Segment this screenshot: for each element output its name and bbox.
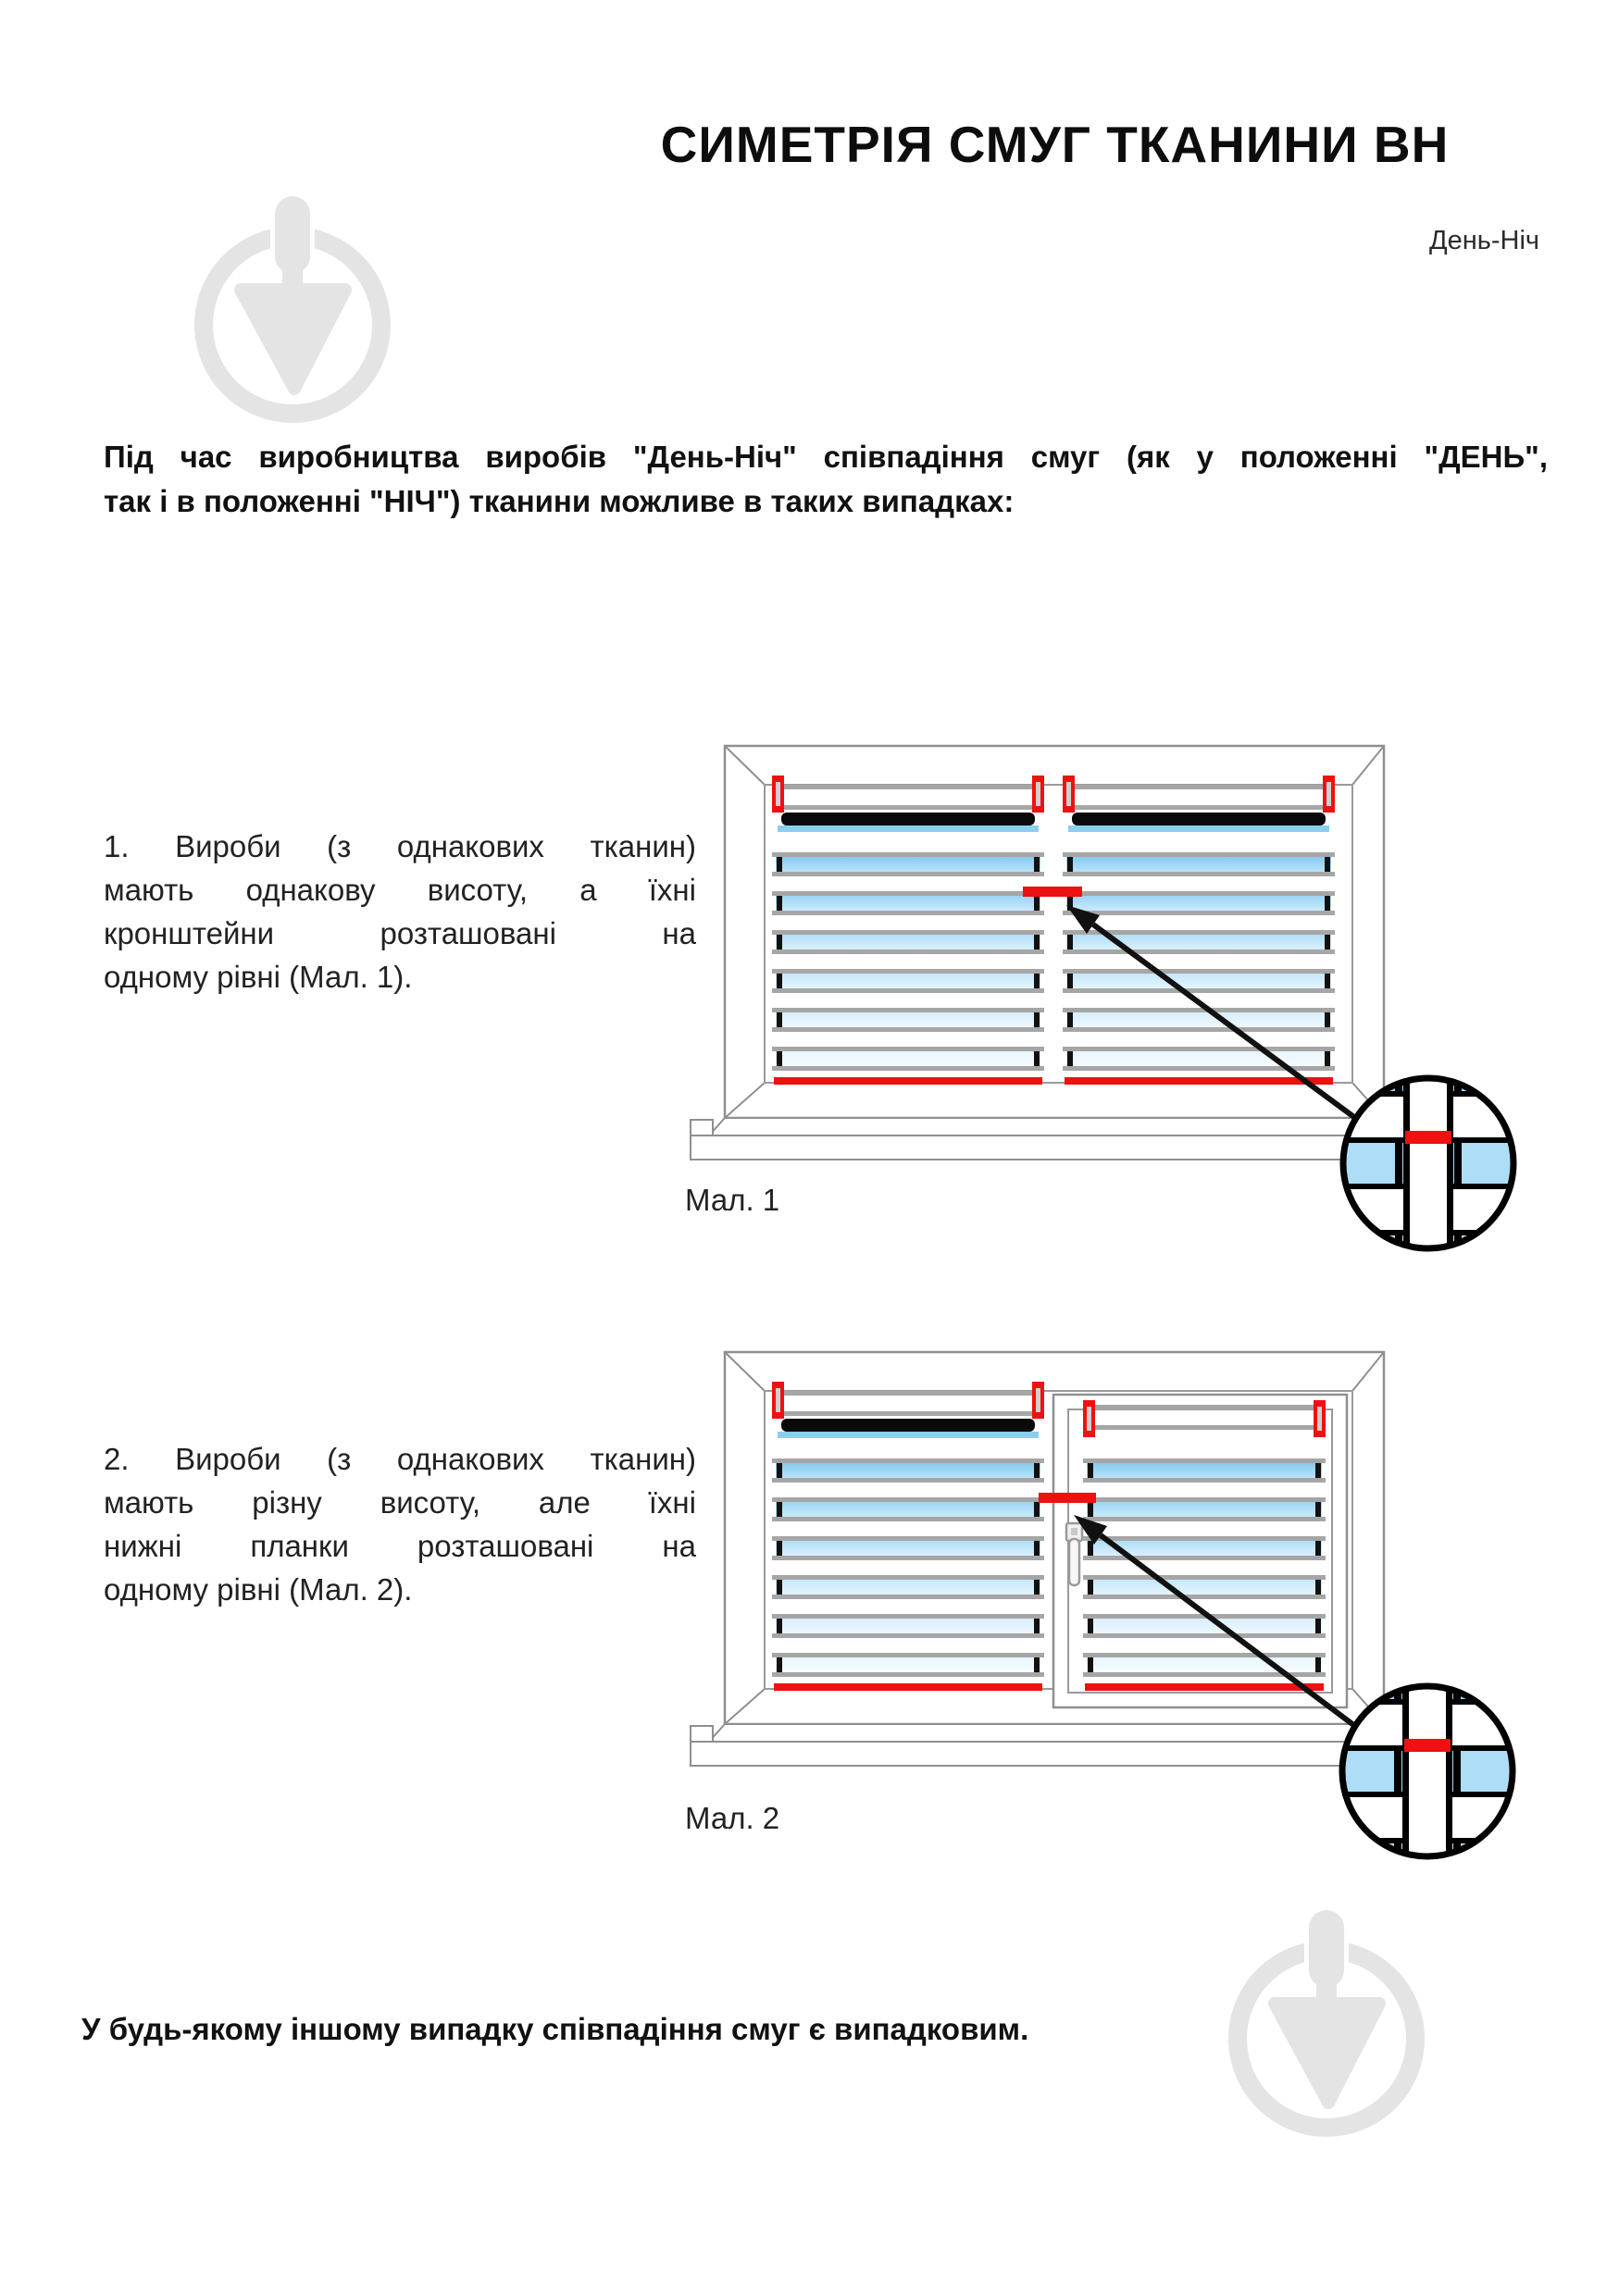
bracket-icon	[1032, 1382, 1044, 1419]
case-1-line: кронштейни розташовані на	[104, 916, 696, 950]
bracket-icon	[1032, 776, 1044, 813]
intro-line: Під час виробництва виробів "День-Ніч" співпадіння смуг (як у положенні "ДЕНЬ",	[104, 440, 1548, 474]
bracket-icon	[1083, 1400, 1095, 1437]
window-sill	[691, 1724, 1418, 1766]
figure-1-window-diagram	[672, 701, 1588, 1257]
window-handle	[1066, 1523, 1082, 1585]
page-title: СИМЕТРІЯ СМУГ ТКАНИНИ ВН	[660, 116, 1450, 173]
window-sill	[691, 1118, 1418, 1160]
case-2-line: нижні планки розташовані на	[104, 1529, 696, 1563]
case-2-text	[104, 1437, 696, 1611]
alignment-marker	[1039, 1493, 1096, 1503]
bracket-icon	[1314, 1400, 1326, 1437]
case-2-line: 2. Вироби (з однакових тканин)	[104, 1442, 696, 1476]
conclusion-text: У будь-якому іншому випадку співпадіння смуг є випадковим.	[81, 2012, 1029, 2046]
case-1-text	[104, 825, 696, 999]
bracket-icon	[772, 1382, 784, 1419]
bracket-icon	[772, 776, 784, 813]
case-1-line: мають однакову висоту, а їхні	[104, 873, 696, 907]
brand-watermark-icon	[190, 176, 393, 453]
bracket-icon	[1323, 776, 1335, 813]
case-1-line: одному рівні (Мал. 1).	[104, 960, 413, 994]
figure-2-label: Мал. 2	[685, 1801, 780, 1835]
figure-2-window-diagram	[672, 1308, 1588, 1863]
alignment-marker	[1023, 887, 1082, 897]
intro-line: так і в положенні "НІЧ") тканини можливе в таких випадках:	[104, 484, 1015, 518]
bracket-icon	[1063, 776, 1075, 813]
case-2-line: мають різну висоту, але їхні	[104, 1485, 696, 1520]
intro-paragraph	[104, 435, 1548, 524]
page-subtitle: День-Ніч	[1428, 226, 1539, 255]
case-1-line: 1. Вироби (з однакових тканин)	[104, 829, 696, 863]
brand-watermark-icon	[1224, 1890, 1427, 2167]
figure-1-label: Мал. 1	[685, 1183, 780, 1217]
case-2-line: одному рівні (Мал. 2).	[104, 1572, 413, 1607]
